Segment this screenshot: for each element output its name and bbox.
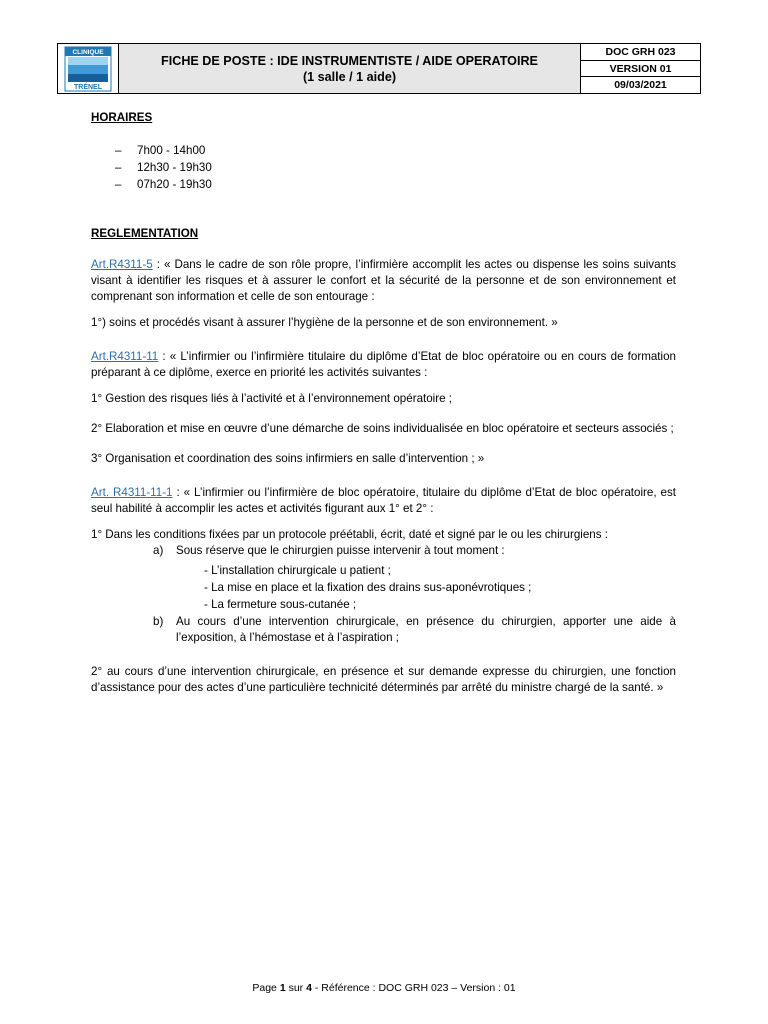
- sub-item-b: [91, 614, 676, 646]
- header-meta-cell: [581, 44, 700, 93]
- footer-reference: - Référence : DOC GRH 023 – Version : 01: [311, 982, 516, 994]
- article-r4311-5: [91, 257, 676, 305]
- article-r4311-11: [91, 349, 676, 381]
- section-heading-reglementation: REGLEMENTATION: [91, 227, 199, 240]
- article-point: 2° au cours d’une intervention chirurgicale, en présence et sur demande expresse du chirurgien, une fonction d’assistance pour des actes d’une particulière technicité déterminés par arrêté du ministre chargé de la santé. »: [91, 665, 676, 694]
- page-total: 4: [306, 982, 312, 994]
- doc-reference: DOC GRH 023: [605, 45, 676, 58]
- schedule-item: – 12h30 - 19h30: [91, 160, 676, 177]
- sub-list-item: - La mise en place et la fixation des drains sus-aponévrotiques ;: [204, 581, 532, 594]
- article-point: 1°) soins et procédés visant à assurer l’hygiène de la personne et de son environnement. »: [91, 316, 558, 329]
- sub-item-marker: a): [153, 544, 164, 557]
- document-body: [91, 110, 676, 696]
- article-point: 1° Dans les conditions fixées par un protocole préétabli, écrit, daté et signé par le ou les chirurgiens :: [91, 528, 608, 541]
- article-point: 2° Elaboration et mise en œuvre d’une démarche de soins individualisée en bloc opératoire et secteurs associés ;: [91, 422, 674, 435]
- sub-list-item: - La fermeture sous-cutanée ;: [204, 598, 357, 611]
- article-link-r4311-11[interactable]: Art.R4311-11: [91, 350, 159, 363]
- sub-item-text: Au cours d’une intervention chirurgicale, en présence du chirurgien, apporter une aide à l’exposition, à l’hémostase et à l’aspiration ;: [176, 615, 676, 644]
- article-r4311-11-1: [91, 485, 676, 517]
- article-text: : « L’infirmier ou l’infirmière de bloc opératoire, titulaire du diplôme d’Etat de bloc opératoire, est seul habilité à accomplir les actes et activités figurant aux 1° et 2° :: [91, 486, 677, 515]
- of-label: sur: [285, 982, 307, 994]
- logo-text-top: CLINIQUE: [72, 48, 104, 56]
- schedule-item: – 7h00 - 14h00: [91, 143, 676, 160]
- header-title-cell: [119, 44, 581, 93]
- document-header: [57, 43, 701, 94]
- article-point: 3° Organisation et coordination des soins infirmiers en salle d’intervention ; »: [91, 452, 485, 465]
- article-link-r4311-11-1[interactable]: Art. R4311-11-1: [91, 486, 173, 499]
- page-number: 1: [279, 982, 286, 994]
- sub-item-a: [91, 543, 676, 559]
- page-label: Page: [252, 982, 280, 994]
- sub-list-item: - L’installation chirurgicale u patient ;: [204, 564, 391, 577]
- article-text: : « Dans le cadre de son rôle propre, l’infirmière accomplit les actes ou dispense les soins suivants visant à identifier les risques et à assurer le confort et la sécurité de la personne et de son environnement et comprenant son information et celle de son entourage :: [91, 258, 676, 303]
- document-subtitle: (1 salle / 1 aide): [302, 69, 397, 84]
- doc-date: 09/03/2021: [581, 76, 700, 93]
- clinique-trenel-logo: [64, 46, 112, 92]
- document-title: FICHE DE POSTE : IDE INSTRUMENTISTE / AIDE OPERATOIRE: [161, 53, 538, 68]
- logo-cell: [58, 44, 119, 93]
- section-heading-horaires: HORAIRES: [91, 111, 153, 124]
- sub-item-marker: b): [153, 615, 164, 628]
- schedule-list: [91, 143, 676, 194]
- article-text: : « L’infirmier ou l’infirmière titulaire du diplôme d’Etat de bloc opératoire ou en cours de formation préparant à ce diplôme, exerce en priorité les activités suivantes :: [91, 350, 676, 379]
- schedule-item: – 07h20 - 19h30: [91, 177, 676, 194]
- page-footer: [0, 982, 768, 994]
- logo-text-bottom: TRÉNEL: [74, 83, 102, 91]
- doc-version: VERSION 01: [581, 60, 700, 77]
- sub-item-text: Sous réserve que le chirurgien puisse intervenir à tout moment :: [176, 544, 505, 557]
- article-link-r4311-5[interactable]: Art.R4311-5: [91, 258, 153, 271]
- article-point: 1° Gestion des risques liés à l’activité et à l’environnement opératoire ;: [91, 392, 453, 405]
